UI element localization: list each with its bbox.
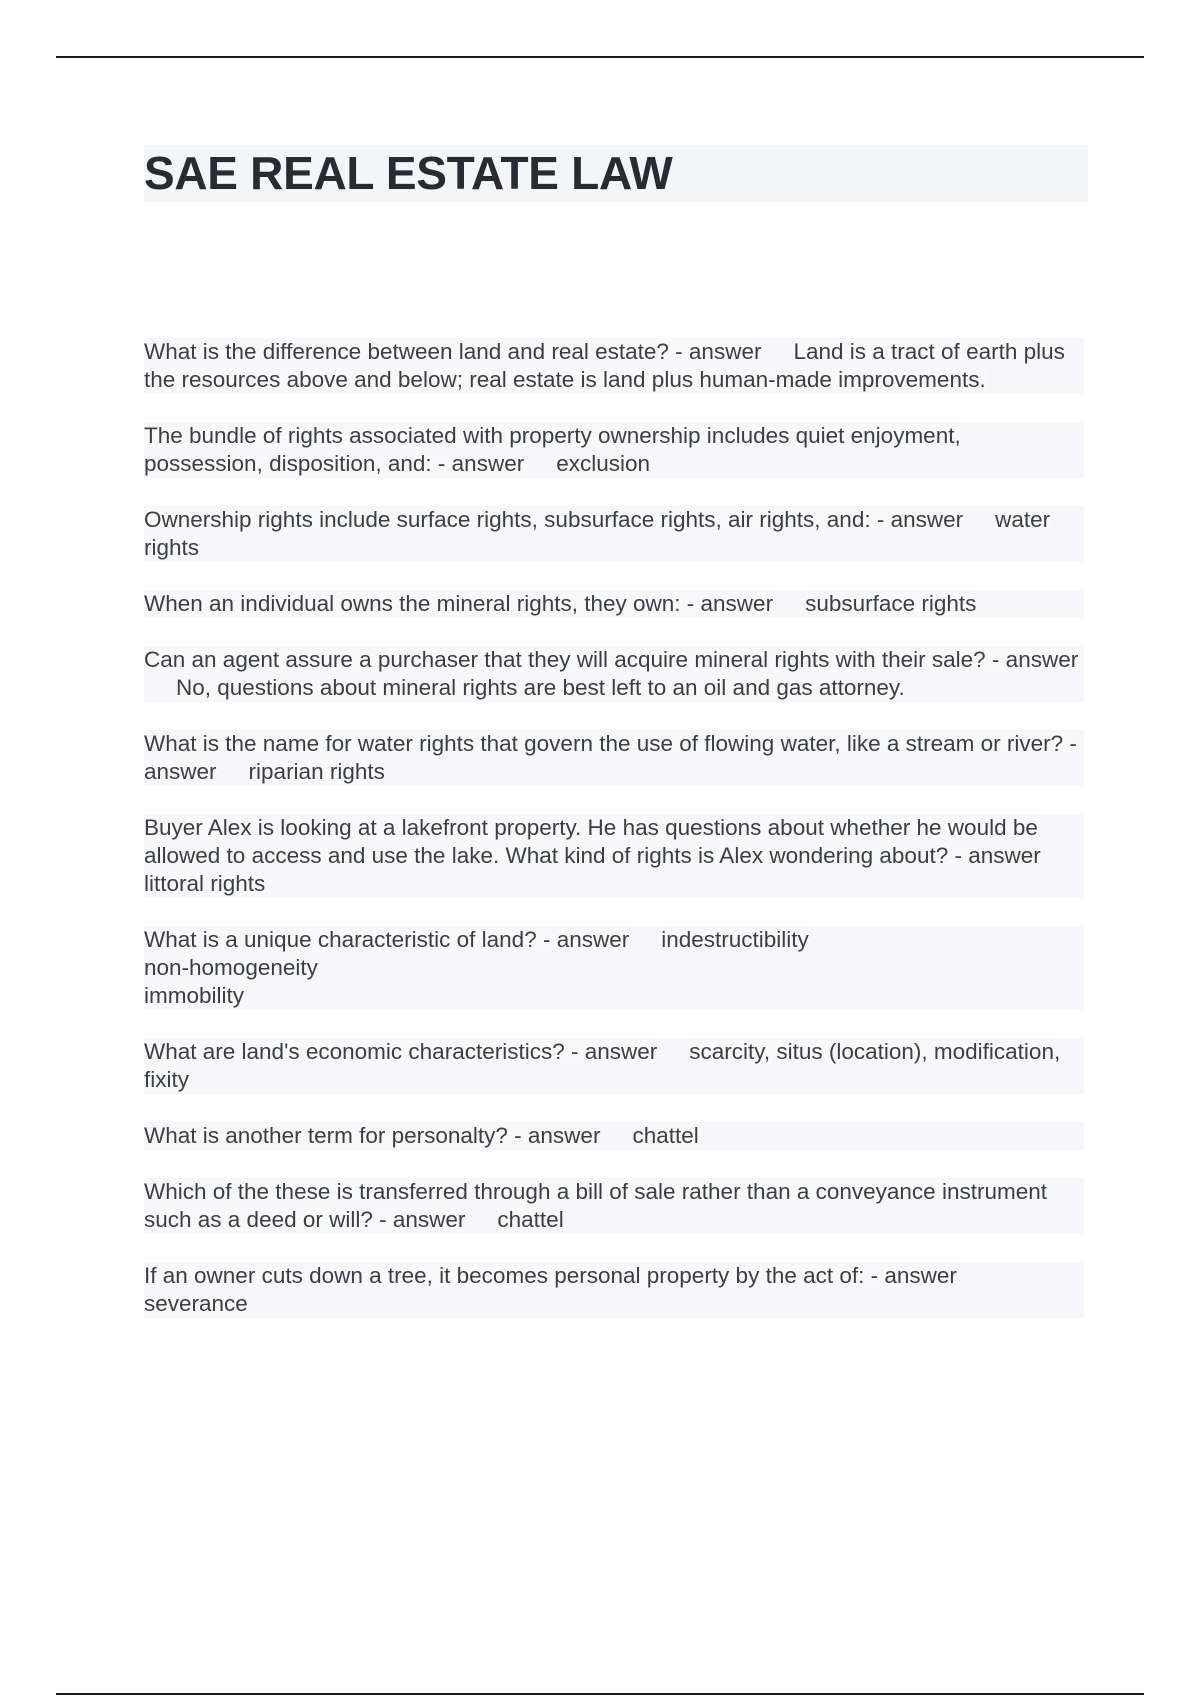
question-text: What is a unique characteristic of land? - answer: [144, 927, 630, 952]
qa-item: [144, 730, 1084, 786]
answer-text: water rights: [144, 507, 1051, 560]
qa-item: [144, 506, 1084, 562]
answer-text: No, questions about mineral rights are best left to an oil and gas attorney.: [176, 675, 905, 700]
qa-item: [144, 814, 1084, 898]
answer-text: chattel: [497, 1207, 564, 1232]
qa-item: [144, 590, 1084, 618]
title-block: [144, 145, 1088, 202]
top-divider: [56, 56, 1144, 58]
answer-text: subsurface rights: [805, 591, 977, 616]
question-text: Ownership rights include surface rights, subsurface rights, air rights, and: - answer: [144, 507, 964, 532]
qa-item: [144, 1038, 1084, 1094]
qa-item: [144, 422, 1084, 478]
question-text: Buyer Alex is looking at a lakefront property. He has questions about whether he would be allowed to access and use the lake. What kind of rights is Alex wondering about? - answer: [144, 815, 1041, 868]
qa-item: [144, 1178, 1084, 1234]
qa-item: [144, 1262, 1084, 1318]
question-text: What are land's economic characteristics? - answer: [144, 1039, 658, 1064]
answer-text: chattel: [632, 1123, 699, 1148]
question-text: What is the difference between land and real estate? - answer: [144, 339, 762, 364]
qa-item: [144, 646, 1084, 702]
question-text: Can an agent assure a purchaser that they will acquire mineral rights with their sale? - answer: [144, 647, 1079, 672]
answer-text: scarcity, situs (location), modification, fixity: [144, 1039, 1061, 1092]
answer-text: littoral rights: [144, 871, 266, 896]
question-text: If an owner cuts down a tree, it becomes personal property by the act of: - answer: [144, 1263, 957, 1288]
answer-text: indestructibility non-homogeneity immobility: [144, 927, 809, 1008]
question-text: The bundle of rights associated with property ownership includes quiet enjoyment, possession, disposition, and: - answer: [144, 423, 961, 476]
qa-item: [144, 1122, 1084, 1150]
question-text: What is another term for personalty? - answer: [144, 1123, 601, 1148]
qa-item: [144, 926, 1084, 1010]
bottom-divider: [56, 1693, 1144, 1695]
qa-item: [144, 338, 1084, 394]
question-text: When an individual owns the mineral rights, they own: - answer: [144, 591, 774, 616]
qa-list: [144, 338, 1084, 1346]
question-text: What is the name for water rights that govern the use of flowing water, like a stream or river? - answer: [144, 731, 1077, 784]
question-text: Which of the these is transferred through a bill of sale rather than a conveyance instrument such as a deed or will? - answer: [144, 1179, 1047, 1232]
answer-text: severance: [144, 1291, 248, 1316]
answer-text: Land is a tract of earth plus the resources above and below; real estate is land plus human-made improvements.: [144, 339, 1065, 392]
answer-text: exclusion: [556, 451, 651, 476]
answer-text: riparian rights: [248, 759, 385, 784]
document-title: SAE REAL ESTATE LAW: [144, 147, 673, 199]
